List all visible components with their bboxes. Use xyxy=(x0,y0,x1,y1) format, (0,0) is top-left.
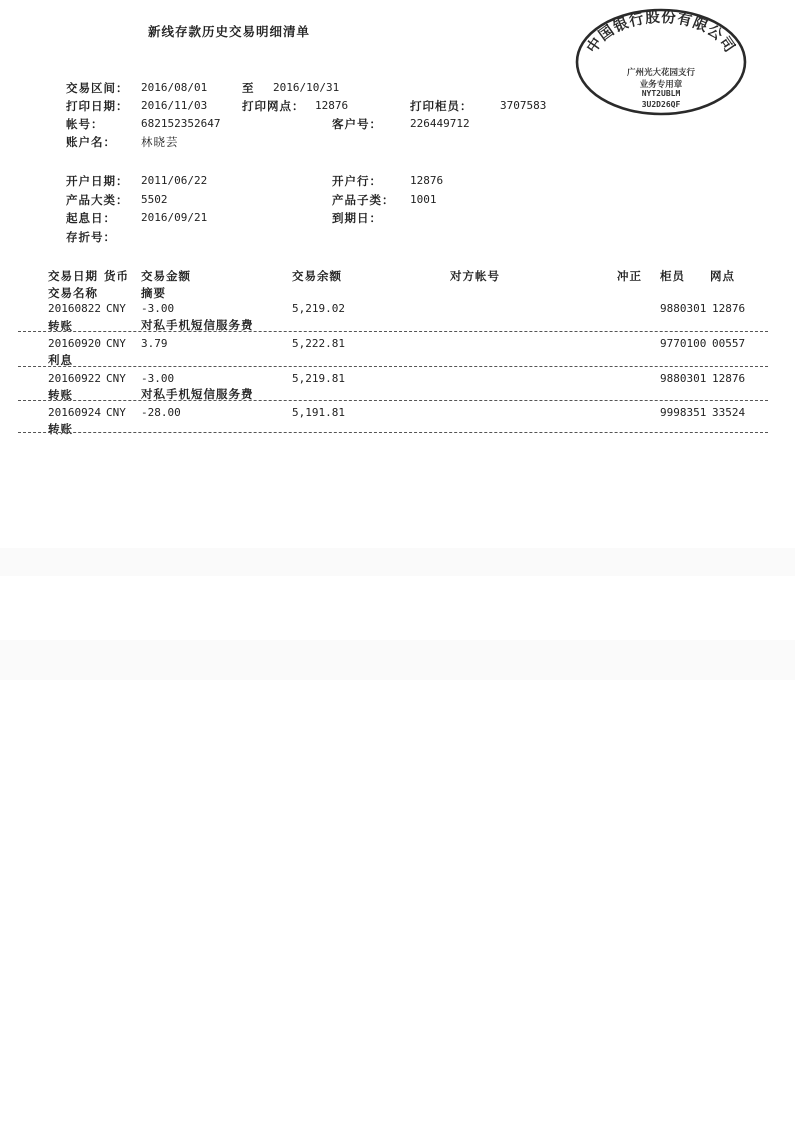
col-header-amount: 交易金额 xyxy=(141,269,191,283)
row-4-branch: 33524 xyxy=(712,406,746,419)
row-divider xyxy=(18,366,768,367)
row-1-name: 转账 xyxy=(48,319,73,333)
col-header-reversal: 冲正 xyxy=(617,269,642,283)
row-2-balance: 5,222.81 xyxy=(292,337,345,350)
account-number: 6821523526​47 xyxy=(141,117,221,130)
row-3-amount: -3.00 xyxy=(141,372,175,385)
row-divider xyxy=(18,432,768,433)
row-1-currency: CNY xyxy=(106,302,126,315)
open-bank-label: 开户行： xyxy=(332,174,382,188)
product-category: 5502 xyxy=(141,193,168,206)
row-1-branch: 12876 xyxy=(712,302,746,315)
row-4-name: 转账 xyxy=(48,422,73,436)
product-subcategory: 1001 xyxy=(410,193,437,206)
row-3-memo: 对私手机短信服务费 xyxy=(141,387,254,401)
print-branch: 12876 xyxy=(315,99,349,112)
open-date: 2011/06/22 xyxy=(141,174,208,187)
seal-code-1: NYT2UBLM xyxy=(641,89,681,98)
scan-artifact xyxy=(0,640,795,680)
interest-start-label: 起息日： xyxy=(66,211,116,225)
col-header-teller: 柜员 xyxy=(660,269,685,283)
seal-bank-name: 中国银行股份有限公司 xyxy=(584,9,738,57)
row-1-memo: 对私手机短信服务费 xyxy=(141,318,254,332)
account-name-label: 账户名： xyxy=(66,135,116,149)
col-header-txn-name: 交易名称 xyxy=(48,286,98,300)
row-1-teller: 9880301 xyxy=(660,302,707,315)
account-label: 帐号： xyxy=(66,117,104,131)
document-title: 新线存款历史交易明细清单 xyxy=(148,24,311,39)
seal-branch: 广州光大花园支行 xyxy=(626,68,695,78)
print-date: 2016/11/03 xyxy=(141,99,208,112)
row-3-date: 20160922 xyxy=(48,372,101,385)
account-name: 林晓芸 xyxy=(141,135,179,149)
print-teller-label: 打印柜员： xyxy=(410,99,473,113)
row-2-name: 利息 xyxy=(48,353,73,367)
open-date-label: 开户日期： xyxy=(66,174,129,188)
product-subcategory-label: 产品子类： xyxy=(332,193,395,207)
row-3-name: 转账 xyxy=(48,388,73,402)
col-header-counterparty: 对方帐号 xyxy=(450,269,500,283)
row-2-currency: CNY xyxy=(106,337,126,350)
row-1-balance: 5,219.02 xyxy=(292,302,345,315)
row-2-date: 20160920 xyxy=(48,337,101,350)
print-teller: 3707583 xyxy=(500,99,547,112)
scan-artifact xyxy=(0,548,795,576)
row-divider xyxy=(18,331,768,332)
period-start: 2016/08/01 xyxy=(141,81,208,94)
maturity-label: 到期日： xyxy=(332,211,382,225)
row-4-teller: 9998351 xyxy=(660,406,707,419)
row-2-branch: 00557 xyxy=(712,337,746,350)
print-date-label: 打印日期： xyxy=(66,99,129,113)
period-end: 2016/10/31 xyxy=(273,81,340,94)
row-3-branch: 12876 xyxy=(712,372,746,385)
row-1-date: 20160822 xyxy=(48,302,101,315)
interest-start-date: 2016/09/21 xyxy=(141,211,208,224)
col-header-memo: 摘要 xyxy=(141,286,166,300)
bank-seal-stamp xyxy=(575,8,747,116)
row-3-teller: 9880301 xyxy=(660,372,707,385)
print-branch-label: 打印网点： xyxy=(242,99,305,113)
passbook-label: 存折号： xyxy=(66,230,116,244)
open-bank: 12876 xyxy=(410,174,444,187)
row-4-currency: CNY xyxy=(106,406,126,419)
row-1-amount: -3.00 xyxy=(141,302,175,315)
row-divider xyxy=(18,400,768,401)
col-header-branch: 网点 xyxy=(710,269,735,283)
row-2-amount: 3.79 xyxy=(141,337,168,350)
row-4-balance: 5,191.81 xyxy=(292,406,345,419)
row-4-amount: -28.00 xyxy=(141,406,181,419)
seal-purpose: 业务专用章 xyxy=(639,80,683,90)
row-2-teller: 9770100 xyxy=(660,337,707,350)
row-3-currency: CNY xyxy=(106,372,126,385)
svg-text:中国银行股份有限公司 xyxy=(583,8,739,56)
period-to-label: 至 xyxy=(242,81,255,95)
period-label: 交易区间： xyxy=(66,81,129,95)
seal-code-2: 3U2D26QF xyxy=(641,100,681,109)
col-header-date: 交易日期 xyxy=(48,269,98,283)
row-3-balance: 5,219.81 xyxy=(292,372,345,385)
row-4-date: 20160924 xyxy=(48,406,101,419)
col-header-currency: 货币 xyxy=(104,269,129,283)
col-header-balance: 交易余额 xyxy=(292,269,342,283)
customer-no: 226449712 xyxy=(410,117,470,130)
product-category-label: 产品大类： xyxy=(66,193,129,207)
customer-no-label: 客户号： xyxy=(332,117,382,131)
